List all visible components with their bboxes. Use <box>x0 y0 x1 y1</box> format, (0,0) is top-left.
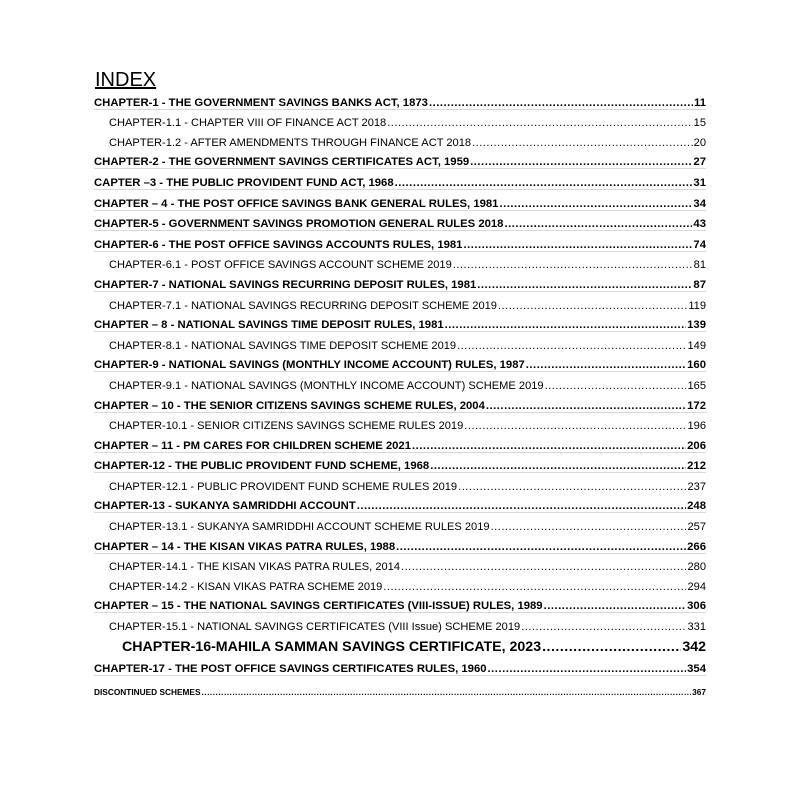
toc-entry[interactable] <box>94 513 706 533</box>
dot-leader <box>429 97 693 109</box>
toc-entry-page: 172 <box>687 399 706 412</box>
toc-entry-page: 20 <box>693 136 706 149</box>
toc-entry[interactable] <box>94 252 706 272</box>
toc-entry-page: 74 <box>693 238 706 251</box>
dot-leader <box>395 177 693 189</box>
toc-entry[interactable] <box>94 211 706 232</box>
toc-entry-page: 31 <box>693 176 706 189</box>
dot-leader <box>472 137 693 149</box>
toc-entry-page: 257 <box>687 521 706 534</box>
toc-entry-label: CHAPTER-1.1 - CHAPTER VIII OF FINANCE ACT 2018 <box>109 117 387 130</box>
toc-entry-label: CHAPTER-10.1 - SENIOR CITIZENS SAVINGS SCHEME RULES 2019 <box>109 420 464 433</box>
toc-entry-page: 331 <box>687 621 706 634</box>
toc-entry[interactable] <box>94 231 706 252</box>
toc-entry[interactable] <box>94 432 706 453</box>
toc-entry-page: 212 <box>687 460 706 473</box>
toc-entry[interactable] <box>94 453 706 474</box>
toc-entry[interactable] <box>94 413 706 433</box>
dot-leader <box>499 198 692 210</box>
dot-leader <box>498 300 687 312</box>
toc-entry[interactable] <box>94 473 706 493</box>
toc-entry-label: CHAPTER-15.1 - NATIONAL SAVINGS CERTIFICATES (VIII Issue) SCHEME 2019 <box>109 621 521 634</box>
toc-entry[interactable] <box>94 292 706 312</box>
toc-entry[interactable] <box>94 655 706 676</box>
toc-entry-label: CHAPTER-9.1 - NATIONAL SAVINGS (MONTHLY INCOME ACCOUNT) SCHEME 2019 <box>109 379 544 392</box>
toc-entry-label: CHAPTER – 4 - THE POST OFFICE SAVINGS BANK GENERAL RULES, 1981 <box>94 197 499 210</box>
toc-entry[interactable] <box>94 613 706 633</box>
dot-leader <box>521 621 686 633</box>
dot-leader <box>412 440 686 452</box>
toc-entry-page: 11 <box>694 96 706 109</box>
toc-entry[interactable] <box>94 372 706 392</box>
toc-entry-label: CHAPTER-6.1 - POST OFFICE SAVINGS ACCOUNT SCHEME 2019 <box>109 259 452 272</box>
toc-entry-page: 165 <box>687 379 706 392</box>
toc-entry-page: 196 <box>687 420 706 433</box>
index-title: INDEX <box>95 69 157 91</box>
toc-entry-page: 248 <box>687 500 706 513</box>
toc-entry-label: CHAPTER-6 - THE POST OFFICE SAVINGS ACCOUNTS RULES, 1981 <box>94 238 463 251</box>
toc-entry[interactable] <box>94 312 706 333</box>
toc-entry[interactable] <box>94 190 706 211</box>
toc-entry-page: 15 <box>693 117 706 130</box>
dot-leader <box>544 600 687 612</box>
toc-entry-label: CHAPTER-12.1 - PUBLIC PROVIDENT FUND SCHEME RULES 2019 <box>109 480 458 493</box>
table-of-contents <box>94 89 706 697</box>
toc-entry[interactable] <box>94 573 706 593</box>
toc-entry[interactable] <box>94 493 706 514</box>
dot-leader <box>458 481 686 493</box>
toc-entry-label: CHAPTER – 8 - NATIONAL SAVINGS TIME DEPOSIT RULES, 1981 <box>94 319 444 332</box>
toc-entry[interactable] <box>94 129 706 149</box>
toc-entry[interactable] <box>94 633 706 655</box>
dot-leader <box>457 340 686 352</box>
toc-entry-label: CHAPTER-5 - GOVERNMENT SAVINGS PROMOTION GENERAL RULES 2018 <box>94 218 504 231</box>
toc-entry-page: 81 <box>693 259 706 272</box>
dot-leader <box>387 117 692 129</box>
dot-leader <box>357 500 686 512</box>
toc-entry-page: 27 <box>693 156 706 169</box>
toc-entry-label: CHAPTER-8.1 - NATIONAL SAVINGS TIME DEPOSIT SCHEME 2019 <box>109 339 457 352</box>
toc-entry[interactable] <box>94 110 706 130</box>
toc-entry[interactable] <box>94 149 706 170</box>
toc-entry[interactable] <box>94 392 706 413</box>
toc-entry-label: CHAPTER – 11 - PM CARES FOR CHILDREN SCHEME 2021 <box>94 439 412 452</box>
dot-leader <box>545 380 687 392</box>
toc-entry-label: CHAPTER-2 - THE GOVERNMENT SAVINGS CERTIFICATES ACT, 1959 <box>94 156 470 169</box>
toc-entry[interactable] <box>94 89 706 110</box>
toc-entry-page: 367 <box>692 686 706 697</box>
dot-leader <box>453 259 693 271</box>
dot-leader <box>491 521 687 533</box>
toc-entry-label: DISCONTINUED SCHEMES <box>94 686 201 697</box>
toc-entry-page: 280 <box>687 561 706 574</box>
toc-entry-page: 34 <box>693 197 706 210</box>
dot-leader <box>542 639 681 655</box>
toc-entry[interactable] <box>94 169 706 190</box>
dot-leader <box>445 319 687 331</box>
toc-entry-label: CHAPTER-1.2 - AFTER AMENDMENTS THROUGH FINANCE ACT 2018 <box>109 136 472 149</box>
toc-entry-page: 160 <box>687 359 706 372</box>
dot-leader <box>488 663 687 675</box>
toc-entry-label: CHAPTER-9 - NATIONAL SAVINGS (MONTHLY INCOME ACCOUNT) RULES, 1987 <box>94 359 525 372</box>
dot-leader <box>464 420 686 432</box>
toc-entry-label: CHAPTER-17 - THE POST OFFICE SAVINGS CERTIFICATES RULES, 1960 <box>94 662 487 675</box>
toc-entry[interactable] <box>94 554 706 574</box>
dot-leader <box>463 239 692 251</box>
toc-entry-page: 43 <box>693 218 706 231</box>
toc-entry[interactable] <box>94 533 706 554</box>
toc-entry[interactable] <box>94 676 706 697</box>
toc-entry[interactable] <box>94 593 706 614</box>
toc-entry-label: CHAPTER-1 - THE GOVERNMENT SAVINGS BANKS ACT, 1873 <box>94 96 428 109</box>
toc-entry-label: CHAPTER-7 - NATIONAL SAVINGS RECURRING DEPOSIT RULES, 1981 <box>94 278 477 291</box>
toc-entry-label: CHAPTER – 14 - THE KISAN VIKAS PATRA RULES, 1988 <box>94 540 396 553</box>
dot-leader <box>504 218 692 230</box>
toc-entry-page: 354 <box>687 662 706 675</box>
toc-entry-label: CHAPTER-14.1 - THE KISAN VIKAS PATRA RULES, 2014 <box>109 561 401 574</box>
toc-entry-label: CHAPTER-13.1 - SUKANYA SAMRIDDHI ACCOUNT SCHEME RULES 2019 <box>109 521 490 534</box>
toc-entry-label: CHAPTER-12 - THE PUBLIC PROVIDENT FUND SCHEME, 1968 <box>94 460 430 473</box>
toc-entry-page: 206 <box>687 439 706 452</box>
dot-leader <box>401 561 686 573</box>
dot-leader <box>477 279 692 291</box>
toc-entry-label: CAPTER –3 - THE PUBLIC PROVIDENT FUND ACT, 1968 <box>94 176 394 189</box>
toc-entry-label: CHAPTER-16-MAHILA SAMMAN SAVINGS CERTIFICATE, 2023 <box>122 639 542 656</box>
toc-entry[interactable] <box>94 332 706 352</box>
toc-entry-label: CHAPTER – 10 - THE SENIOR CITIZENS SAVINGS SCHEME RULES, 2004 <box>94 399 485 412</box>
toc-entry-page: 237 <box>687 480 706 493</box>
dot-leader <box>486 400 686 412</box>
dot-leader <box>202 687 692 697</box>
toc-entry-page: 87 <box>693 278 706 291</box>
dot-leader <box>470 156 692 168</box>
toc-entry-page: 266 <box>687 540 706 553</box>
toc-entry-page: 306 <box>687 600 706 613</box>
toc-entry-page: 342 <box>682 639 706 656</box>
toc-entry-page: 294 <box>687 580 706 593</box>
toc-entry-page: 119 <box>688 299 706 312</box>
toc-entry[interactable] <box>94 352 706 373</box>
toc-entry-page: 149 <box>687 339 706 352</box>
dot-leader <box>430 460 686 472</box>
dot-leader <box>396 541 686 553</box>
dot-leader <box>383 581 686 593</box>
dot-leader <box>526 359 686 371</box>
toc-entry[interactable] <box>94 271 706 292</box>
toc-entry-page: 139 <box>687 319 706 332</box>
toc-entry-label: CHAPTER – 15 - THE NATIONAL SAVINGS CERTIFICATES (VIII-ISSUE) RULES, 1989 <box>94 600 543 613</box>
toc-entry-label: CHAPTER-7.1 - NATIONAL SAVINGS RECURRING DEPOSIT SCHEME 2019 <box>109 299 497 312</box>
toc-entry-label: CHAPTER-14.2 - KISAN VIKAS PATRA SCHEME 2019 <box>109 580 383 593</box>
toc-entry-label: CHAPTER-13 - SUKANYA SAMRIDDHI ACCOUNT <box>94 500 356 513</box>
